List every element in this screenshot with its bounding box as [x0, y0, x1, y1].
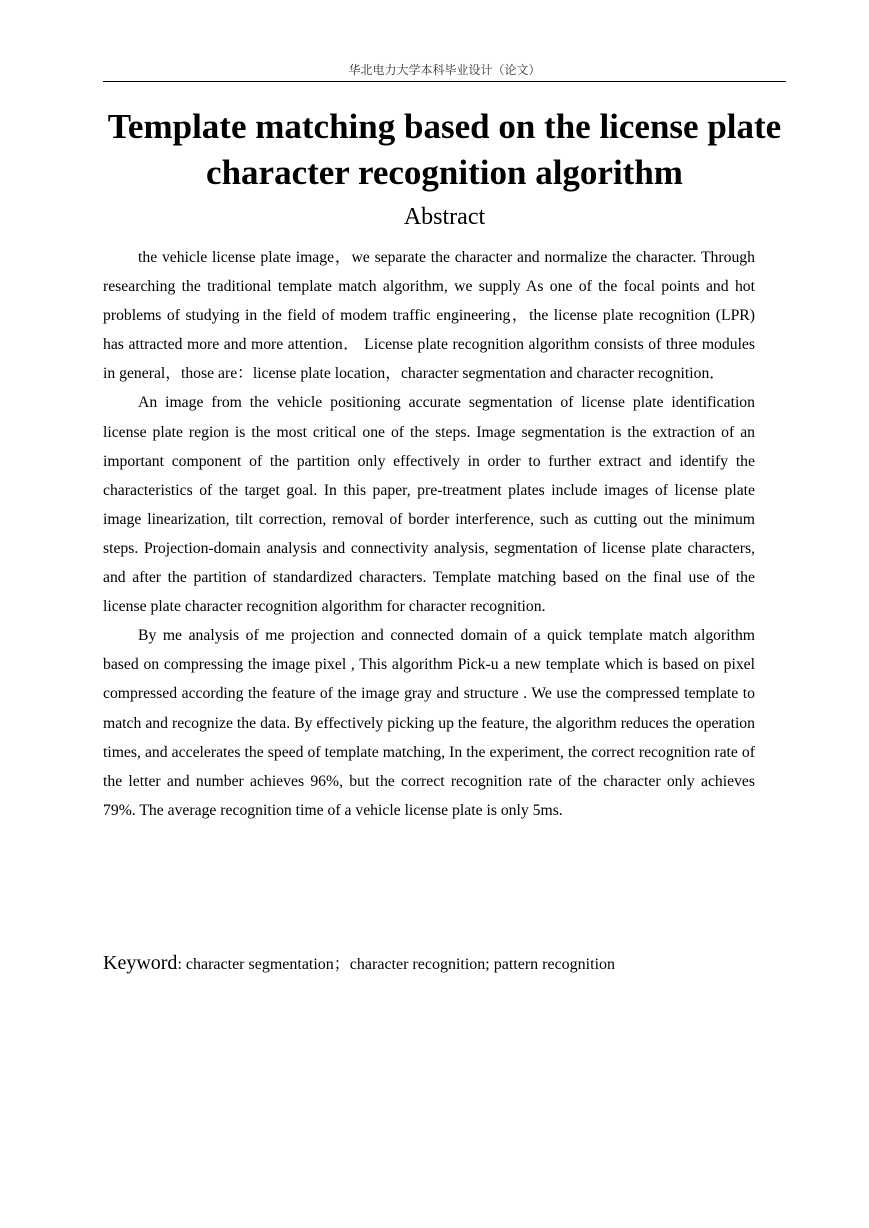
abstract-paragraph-3: By me analysis of me projection and connected domain of a quick template match algorithm based on compressing the image pixel , This algorithm Pick-u a new template which is based on pixel compressed according the feature of the image gray and structure . We use the compressed template to match and recognize the data. By effectively picking up the feature, the algorithm reduces the operation times, and accelerates the speed of template matching, In the experiment, the correct recognition rate of the letter and number achieves 96%, but the correct recognition rate of the character only achieves 79%. The average recognition time of a vehicle license plate is only 5ms. — [103, 627, 755, 819]
header-divider — [103, 81, 786, 82]
abstract-body — [103, 243, 755, 825]
abstract-paragraph-2: An image from the vehicle positioning accurate segmentation of license plate identification license plate region is the most critical one of the steps. Image segmentation is the extraction of an important component of the partition only effectively in order to further extract and identify the characteristics of the target goal. In this paper, pre-treatment plates include images of license plate image linearization, tilt correction, removal of border interference, such as cutting out the minimum steps. Projection-domain analysis and connectivity analysis, segmentation of license plate characters, and after the partition of standardized characters. Template matching based on the final use of the license plate character recognition algorithm for character recognition. — [103, 394, 755, 616]
abstract-paragraph-1: the vehicle license plate image，we separate the character and normalize the character. Through researching the traditional template match algorithm, we supply As one of the focal points and hot problems of studying in the field of modem traffic engineering，the license plate recognition (LPR) has attracted more and more attention． License plate recognition algorithm consists of three modules in general，those are：license plate location，character segmentation and character recognition． — [103, 249, 755, 383]
keywords-text: : character segmentation；character recognition; pattern recognition — [177, 956, 616, 973]
abstract-heading: Abstract — [403, 204, 486, 230]
running-header: 华北电力大学本科毕业设计（论文） — [348, 63, 541, 77]
paper-title: Template matching based on the license plate character recognition algorithm — [107, 107, 782, 192]
keywords-line — [103, 949, 786, 979]
keywords-label: Keyword — [103, 952, 178, 974]
